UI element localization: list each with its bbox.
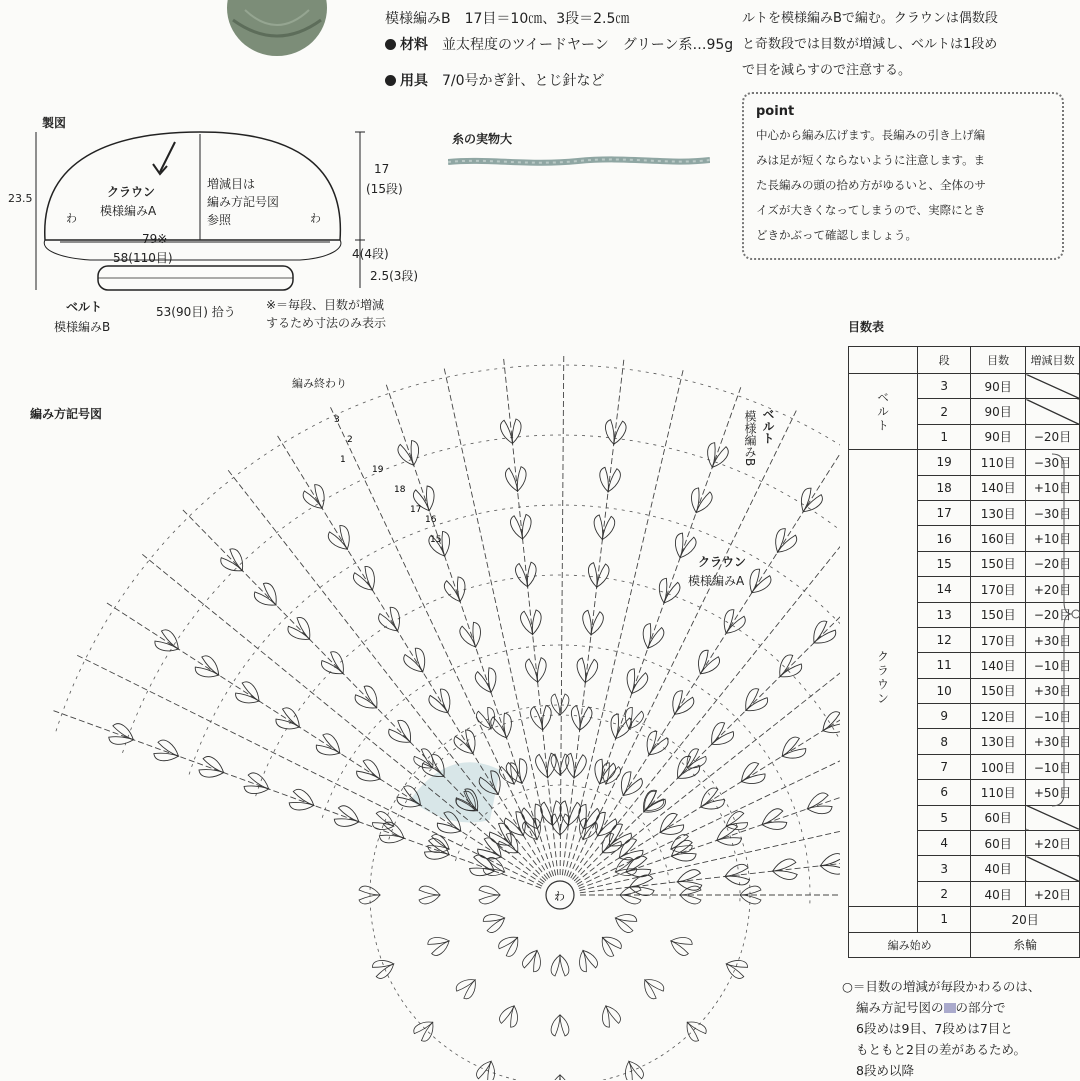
leaf-motif [454,974,481,1001]
leaf-motif [427,687,457,718]
leaf-motif [723,956,749,980]
leaf-motif [482,910,508,934]
tools-label: 用具 [400,73,428,89]
point-line: た長編みの頭の拾め方がゆるいと、全体のサ [756,178,986,192]
leaf-motif [667,933,693,957]
leaf-motif [575,657,598,683]
point-box [742,92,1064,260]
stitch-ray [228,469,548,879]
row-number: 3 [334,415,340,425]
stitch-ray [576,560,840,883]
schematic-title: 製図 [42,116,67,130]
gauge-text: 模様編みB 17目＝10㎝、3段＝2.5㎝ [385,11,630,27]
note-line: もともと2目の差があるため。 [856,1042,1026,1057]
table-cell-change: +20目 [1026,831,1080,856]
leaf-motif [622,667,649,696]
tools-line [385,68,733,94]
table-cell-change: +30目 [1026,729,1080,754]
leaf-motif [479,886,500,904]
row-number: 17 [410,505,422,515]
dim-4: 4(4段) [352,247,389,261]
row-number: 19 [372,465,384,475]
crown-outline [45,132,341,240]
yarn-sample [448,152,710,170]
material-label: 材料 [400,37,428,53]
leaf-motif [612,910,638,934]
table-cell-stitches: 150目 [971,678,1026,703]
table-cell-stitches: 40目 [971,856,1026,881]
table-section-belt: ベルト [849,374,918,450]
table-cell-stitches: 150目 [971,602,1026,627]
leaf-motif [354,757,385,787]
table-cell-row: 18 [918,475,971,500]
table-cell-row: 2 [918,399,971,424]
dim-25: 2.5(3段) [370,269,419,283]
note-text: の部分で [955,1000,1006,1015]
table-cell-stitches: 100目 [971,754,1026,779]
leaf-motif [666,689,696,720]
table-cell-row: 4 [918,831,971,856]
point-body [756,123,1050,248]
note-text: 編み方記号図の [856,1000,944,1015]
point-line: どきかぶって確認しましょう。 [756,228,917,242]
table-cell-stitches: 60目 [971,805,1026,830]
table-cell-stitches: 90目 [971,374,1026,399]
round-arc [123,435,840,911]
leaf-motif [759,807,788,834]
stitch-ray [106,602,543,884]
table-cell-change: +30目 [1026,678,1080,703]
leaf-motif [359,886,380,904]
note-line [842,976,1080,997]
table-cell-row: 6 [918,780,971,805]
leaf-motif [592,514,615,540]
height-total: 23.5 [8,192,33,205]
row-number: 15 [430,535,442,545]
stitch-ray [578,662,840,887]
stitch-ray [142,554,545,883]
chart-belt-stitch: 模様編みB [743,410,757,467]
table-row [849,932,1080,957]
table-cell-stitches: 170目 [971,577,1026,602]
table-row [849,374,1080,399]
leaf-motif [575,947,599,973]
leaf-motif [596,931,623,958]
leaf-motif [412,1016,439,1043]
increase-note-line: 編み方記号図 [207,195,280,209]
table-cell-row: 1 [918,907,971,932]
table-cell-start: 編み始め [849,932,971,957]
table-cell-row: 11 [918,653,971,678]
table-cell-row: 13 [918,602,971,627]
dim-53: 53(90目) 拾う [156,305,236,319]
leaf-motif [498,761,522,787]
table-cell-change: +30目 [1026,627,1080,652]
table-cell-change: −20目 [1026,551,1080,576]
table-cell-start-value: 糸輪 [971,932,1080,957]
stitch-ray [573,474,840,879]
table-cell-row: 1 [918,424,971,449]
crown-label: クラウン [107,185,156,199]
leaf-motif [198,755,228,782]
note-line [842,997,1080,1018]
height-crown-rows: (15段) [366,182,403,196]
bracket-mark [1050,452,1080,812]
row-number: 16 [425,515,437,525]
arrow-icon [160,142,175,172]
height-crown: 17 [374,162,390,176]
leaf-motif [551,955,569,976]
table-cell-change: +20目 [1026,881,1080,906]
stitch-ray [569,410,797,877]
table-cell-stitches: 90目 [971,424,1026,449]
table-cell-change: +50目 [1026,780,1080,805]
description-line: で目を減らすので注意する。 [742,63,912,78]
leaf-motif [419,886,440,904]
footnote-line: ※＝毎段、目数が増減 [266,298,385,312]
bullet-icon [385,39,396,50]
bottom-note [842,976,1080,1081]
footnote-line: するため寸法のみ表示 [266,316,387,330]
table-cell-stitches: 20目 [971,907,1080,932]
table-cell-change [1026,399,1080,424]
stitch-ray [571,439,840,878]
description [742,6,1072,84]
table-cell-blank [849,907,918,932]
leaf-motif [670,532,697,561]
chart-crown-label: クラウン [698,555,747,569]
leaf-motif [772,858,798,881]
row-number: 2 [347,435,353,445]
wa-left: わ [66,212,77,225]
increase-note-line: 増減目は [207,177,256,191]
table-cell-row: 2 [918,881,971,906]
round-arc [256,575,840,906]
tools-text: 7/0号かぎ針、とじ針など [442,73,605,89]
leaf-motif [474,666,501,695]
table-cell-change [1026,374,1080,399]
table-cell-row: 3 [918,856,971,881]
table-cell-stitches: 120目 [971,704,1026,729]
table-cell-change: −30目 [1026,450,1080,475]
leaf-motif [351,564,381,595]
table-header-blank [849,347,918,374]
stitch-table-title: 目数表 [848,320,885,334]
table-header: 目数 [971,347,1026,374]
leaf-motif [426,933,452,957]
stitch-count-table [848,346,1080,958]
table-cell-row: 16 [918,526,971,551]
leaf-motif [525,657,548,683]
material-line [385,32,733,58]
crown-stitch: 模様編みA [100,204,157,218]
table-cell-change: −10目 [1026,653,1080,678]
leaf-motif [496,931,523,958]
note-line: 8段め以降 [856,1063,914,1078]
leaf-motif [551,1015,569,1036]
leaf-motif [736,760,767,790]
leaf-motif [681,747,708,774]
leaf-motif [498,1002,522,1028]
yarn-actual-label: 糸の実物大 [452,132,513,146]
stitch-ray [560,355,564,875]
gray-swatch-icon [944,1003,956,1013]
leaf-motif [639,789,666,816]
table-cell-stitches: 90目 [971,399,1026,424]
table-row [849,907,1080,932]
material-text: 並太程度のツイードヤーン グリーン系…95g [442,37,734,53]
belt-label: ベルト [66,300,103,314]
leaf-motif [233,679,264,709]
table-cell-row: 7 [918,754,971,779]
table-cell-stitches: 170目 [971,627,1026,652]
table-cell-stitches: 140目 [971,475,1026,500]
table-cell-change: −10目 [1026,754,1080,779]
table-header: 段 [918,347,971,374]
table-cell-row: 3 [918,374,971,399]
belt-stitch: 模様編みB [54,320,111,334]
table-cell-row: 9 [918,704,971,729]
table-cell-row: 17 [918,500,971,525]
leaf-motif [819,853,840,876]
leaf-motif [521,947,545,973]
increase-note-line: 参照 [207,213,232,227]
leaf-motif [743,567,773,598]
chart-title: 編み方記号図 [30,407,103,421]
chart-belt-label: ベルト [761,408,775,444]
chart-center-label: わ [554,890,565,903]
note-line: 6段めは9目、7段めは7目と [856,1021,1013,1036]
leaf-motif [681,1016,708,1043]
table-cell-change: +20目 [1026,577,1080,602]
table-cell-row: 10 [918,678,971,703]
note-text: ＝目数の増減が毎段かわるのは、 [852,979,1041,994]
point-title: point [756,104,795,119]
leaf-motif [412,747,439,774]
table-cell-stitches: 130目 [971,500,1026,525]
bullet-icon [385,75,396,86]
table-cell-change: −20目 [1026,424,1080,449]
table-cell-stitches: 140目 [971,653,1026,678]
crown-base [44,240,341,260]
stitch-ray [277,435,549,878]
leaf-motif [475,1058,499,1080]
leaf-motif [740,886,761,904]
leaf-motif [371,956,397,980]
dim-79: 79※ [142,232,168,246]
leaf-motif [475,706,499,732]
leaf-motif [551,1075,569,1080]
table-row [849,450,1080,475]
point-line: 中心から編み広げます。長編みの引き上げ編 [756,128,986,142]
stitch-ray [504,358,558,875]
table-cell-row: 19 [918,450,971,475]
leaf-motif [510,514,533,540]
table-cell-change [1026,856,1080,881]
table-cell-row: 12 [918,627,971,652]
description-line: と奇数段では目数が増減し、ベルトは1段め [742,37,998,52]
table-cell-stitches: 60目 [971,831,1026,856]
description-line: ルトを模様編みBで編む。クラウンは偶数段 [742,11,998,26]
table-cell-stitches: 40目 [971,881,1026,906]
table-cell-row: 5 [918,805,971,830]
leaf-motif [333,804,363,831]
point-line: みは足が短くならないように注意します。ま [756,153,986,167]
table-cell-change: +10目 [1026,475,1080,500]
leaf-motif [621,1058,645,1080]
table-cell-stitches: 110目 [971,780,1026,805]
stitch-ray [574,514,840,880]
row-number: 18 [394,485,406,495]
table-cell-row: 14 [918,577,971,602]
table-cell-row: 15 [918,551,971,576]
table-cell-stitches: 110目 [971,450,1026,475]
hat-photo [225,0,330,58]
table-cell-change: −20目 [1026,602,1080,627]
leaf-motif [639,974,666,1001]
table-cell-stitches: 160目 [971,526,1026,551]
stitch-ray [567,386,741,876]
circle-mark-icon: ○ [842,979,853,994]
table-cell-row: 8 [918,729,971,754]
table-cell-change: −30目 [1026,500,1080,525]
crochet-symbol-chart [0,350,840,1080]
table-cell-stitches: 150目 [971,551,1026,576]
dim-58: 58(110目) [113,251,173,265]
increase-note [207,175,279,229]
table-header: 増減目数 [1026,347,1080,374]
chart-end-label: 編み終わり [292,377,347,390]
table-cell-stitches: 130目 [971,729,1026,754]
leaf-motif [598,1002,622,1028]
table-cell-change: −10目 [1026,704,1080,729]
wa-right: わ [310,212,321,225]
table-cell-change: +10目 [1026,526,1080,551]
row-number: 1 [340,455,346,465]
point-line: イズが大きくなってしまうので、実際にとき [756,203,986,217]
chart-crown-stitch: 模様編みA [688,574,745,588]
table-section-crown: クラウン [849,450,918,907]
leaf-motif [551,694,569,715]
schematic-footnote [266,296,386,332]
leaf-motif [628,874,654,897]
